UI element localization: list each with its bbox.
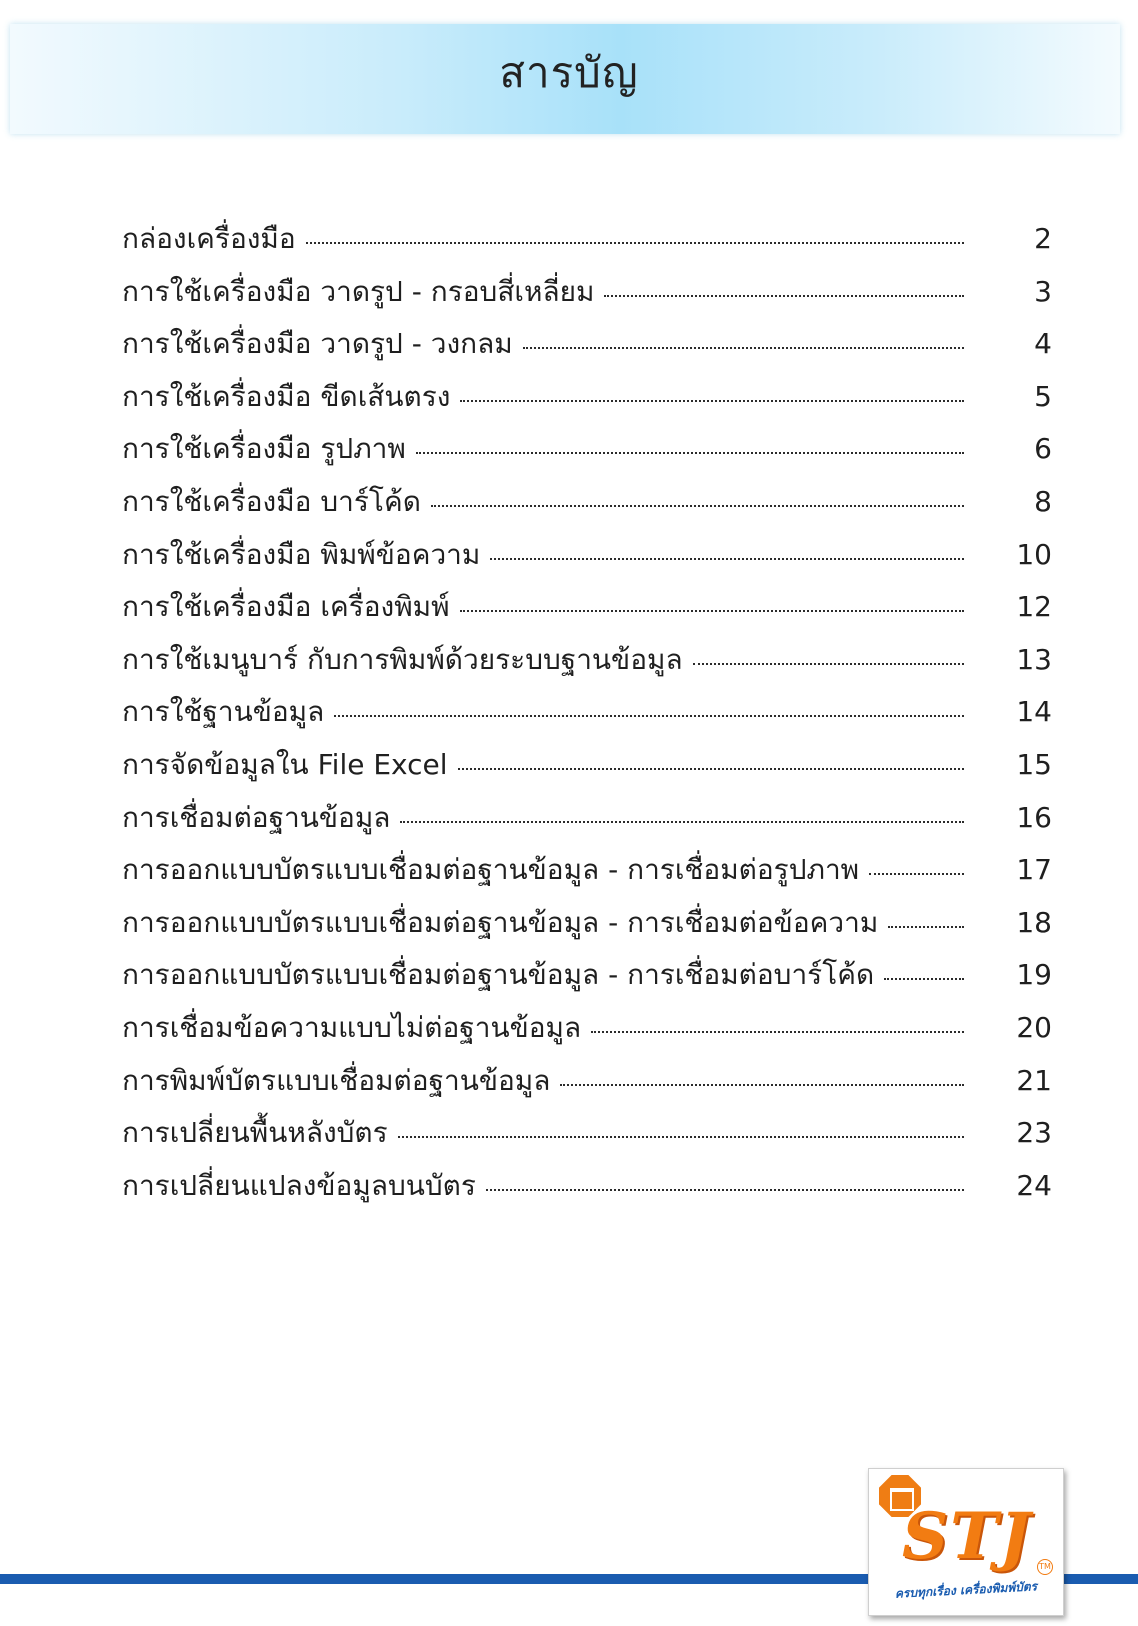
trademark-mark: TM <box>1037 1559 1053 1575</box>
toc-page-number: 4 <box>1034 327 1052 361</box>
toc-entry-title: การใช้เครื่องมือ พิมพ์ข้อความ <box>122 537 481 571</box>
stj-logo <box>868 1468 1064 1616</box>
toc-entry[interactable] <box>122 1006 1052 1059</box>
toc-dot-leader <box>490 558 964 560</box>
toc-page-number: 23 <box>1016 1116 1052 1150</box>
toc-dot-leader <box>458 768 964 770</box>
toc-entry[interactable] <box>122 848 1052 901</box>
toc-page-number: 19 <box>1016 958 1052 992</box>
page-title: สารบัญ <box>499 48 639 97</box>
toc-entry[interactable] <box>122 1111 1052 1164</box>
toc-dot-leader <box>869 873 964 875</box>
toc-entry[interactable] <box>122 638 1052 691</box>
toc-entry[interactable] <box>122 953 1052 1006</box>
toc-entry-title: การใช้ฐานข้อมูล <box>122 695 325 729</box>
toc-page-number: 18 <box>1016 905 1052 939</box>
toc-dot-leader <box>334 715 964 717</box>
toc-page-number: 3 <box>1034 274 1052 308</box>
toc-entry-title: การใช้เครื่องมือ บาร์โค้ด <box>122 484 421 518</box>
toc-entry[interactable] <box>122 901 1052 954</box>
toc-entry[interactable] <box>122 690 1052 743</box>
toc-page-number: 12 <box>1016 590 1052 624</box>
toc-entry-title: การเชื่อมข้อความแบบไม่ต่อฐานข้อมูล <box>122 1010 582 1044</box>
toc-entry-title: การใช้เครื่องมือ วาดรูป - วงกลม <box>122 327 513 361</box>
toc-entry[interactable] <box>122 585 1052 638</box>
toc-dot-leader <box>398 1136 964 1138</box>
toc-dot-leader <box>560 1084 964 1086</box>
toc-entry[interactable] <box>122 270 1052 323</box>
toc-dot-leader <box>416 452 964 454</box>
toc-entry-title: การพิมพ์บัตรแบบเชื่อมต่อฐานข้อมูล <box>122 1063 551 1097</box>
toc-dot-leader <box>431 505 964 507</box>
toc-page-number: 13 <box>1016 642 1052 676</box>
toc-entry[interactable] <box>122 796 1052 849</box>
toc-entry-title: การเชื่อมต่อฐานข้อมูล <box>122 800 391 834</box>
toc-entry-title: การเปลี่ยนแปลงข้อมูลบนบัตร <box>122 1168 476 1202</box>
toc-entry[interactable] <box>122 322 1052 375</box>
toc-page-number: 17 <box>1016 853 1052 887</box>
toc-dot-leader <box>693 663 964 665</box>
toc-entry-title: การออกแบบบัตรแบบเชื่อมต่อฐานข้อมูล - การเชื่อมต่อบาร์โค้ด <box>122 958 875 992</box>
logo-wordmark: STJ <box>901 1499 1033 1574</box>
toc-entry[interactable] <box>122 427 1052 480</box>
toc-entry-title: การใช้เครื่องมือ รูปภาพ <box>122 432 406 466</box>
toc-dot-leader <box>460 610 964 612</box>
logo-tagline: ครบทุกเรื่อง เครื่องพิมพ์บัตร <box>894 1579 1038 1601</box>
toc-entry-title: การจัดข้อมูลใน File Excel <box>122 747 448 781</box>
toc-entry-title: การออกแบบบัตรแบบเชื่อมต่อฐานข้อมูล - การเชื่อมต่อรูปภาพ <box>122 853 860 887</box>
toc-page-number: 16 <box>1016 800 1052 834</box>
toc-entry[interactable] <box>122 1059 1052 1112</box>
toc-page-number: 14 <box>1016 695 1052 729</box>
toc-dot-leader <box>306 242 964 244</box>
toc-entry-title: การเปลี่ยนพื้นหลังบัตร <box>122 1116 388 1150</box>
toc-entry[interactable] <box>122 217 1052 270</box>
toc-page-number: 20 <box>1016 1010 1052 1044</box>
toc-entry-title: การใช้เมนูบาร์ กับการพิมพ์ด้วยระบบฐานข้อมูล <box>122 642 683 676</box>
toc-page-number: 24 <box>1016 1168 1052 1202</box>
toc-entry-title: กล่องเครื่องมือ <box>122 222 296 255</box>
toc-dot-leader <box>604 295 964 297</box>
toc-page-number: 15 <box>1016 747 1052 781</box>
toc-dot-leader <box>460 400 964 402</box>
toc-page-number: 21 <box>1016 1063 1052 1097</box>
toc-entry[interactable] <box>122 743 1052 796</box>
toc-entry-title: การออกแบบบัตรแบบเชื่อมต่อฐานข้อมูล - การเชื่อมต่อข้อความ <box>122 905 879 939</box>
toc-entry-title: การใช้เครื่องมือ วาดรูป - กรอบสี่เหลี่ยม <box>122 274 595 308</box>
toc-entry-title: การใช้เครื่องมือ ขีดเส้นตรง <box>122 379 451 413</box>
toc-page-number: 8 <box>1034 484 1052 518</box>
toc-dot-leader <box>884 978 964 980</box>
toc-page-number: 10 <box>1016 537 1052 571</box>
toc-page-number: 2 <box>1034 222 1052 255</box>
toc-dot-leader <box>486 1189 964 1191</box>
toc-dot-leader <box>591 1031 964 1033</box>
toc-dot-leader <box>888 926 964 928</box>
toc-entry[interactable] <box>122 1164 1052 1217</box>
toc-page-number: 5 <box>1034 379 1052 413</box>
table-of-contents <box>122 217 1052 1216</box>
toc-page-number: 6 <box>1034 432 1052 466</box>
toc-entry[interactable] <box>122 533 1052 586</box>
toc-entry[interactable] <box>122 480 1052 533</box>
toc-dot-leader <box>400 821 964 823</box>
toc-entry-title: การใช้เครื่องมือ เครื่องพิมพ์ <box>122 590 450 624</box>
toc-dot-leader <box>523 347 964 349</box>
toc-entry[interactable] <box>122 375 1052 428</box>
